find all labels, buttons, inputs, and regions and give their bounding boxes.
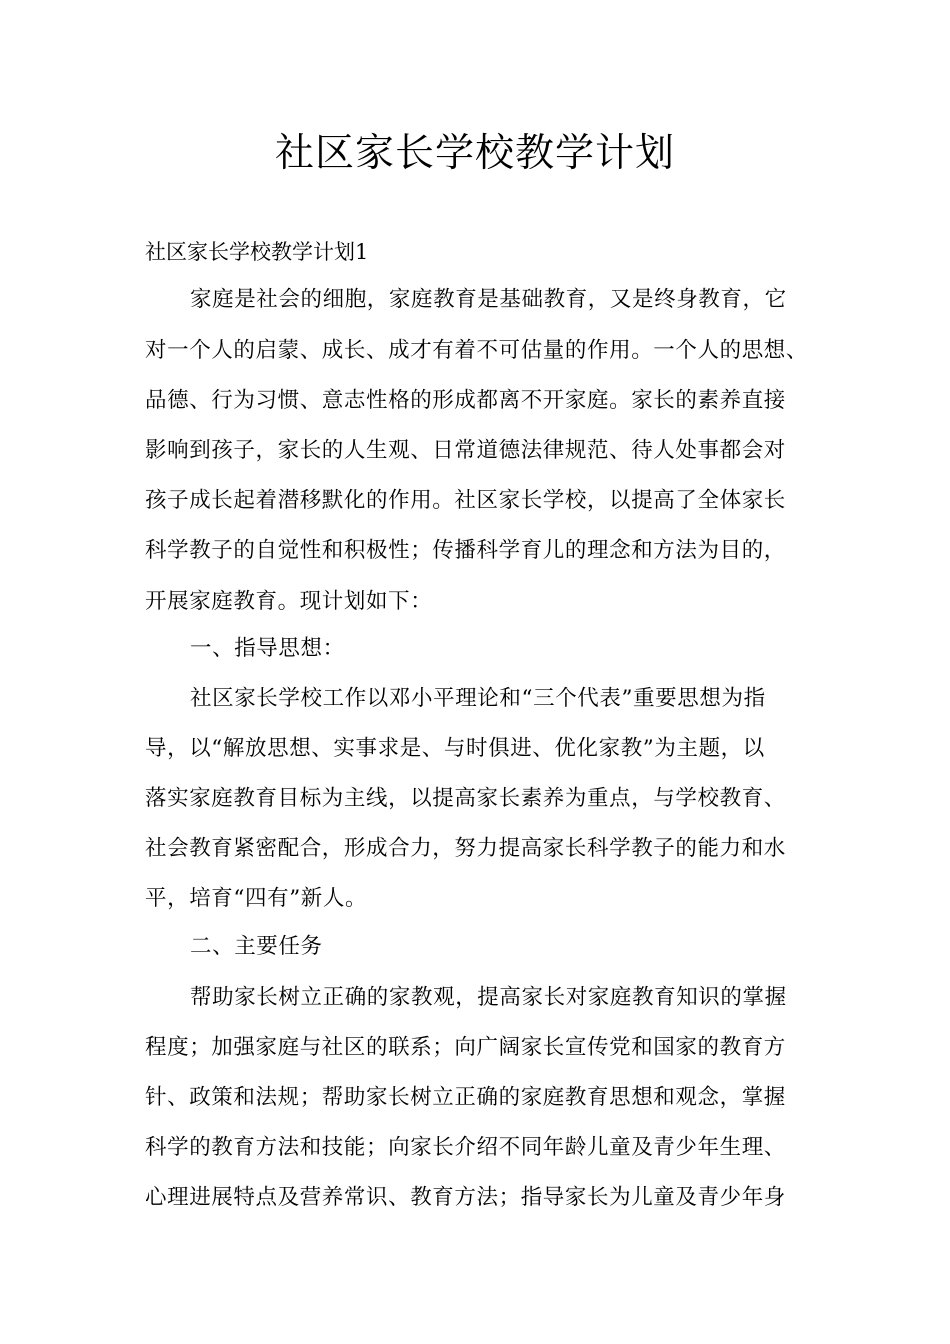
paragraph-line: 落实家庭教育目标为主线，以提高家长素养为重点，与学校教育、 (145, 786, 786, 811)
section-heading: 二、主要任务 (190, 934, 323, 959)
paragraph-line: 帮助家长树立正确的家教观，提高家长对家庭教育知识的掌握 (190, 985, 787, 1010)
paragraph-line: 孩子成长起着潜移默化的作用。社区家长学校，以提高了全体家长 (145, 488, 786, 513)
paragraph-line: 平，培育“四有”新人。 (145, 886, 368, 911)
paragraph-line: 心理进展特点及营养常识、教育方法；指导家长为儿童及青少年身 (145, 1185, 786, 1210)
paragraph-line: 社区家长学校工作以邓小平理论和“三个代表”重要思想为指 (190, 686, 766, 711)
paragraph-line: 对一个人的启蒙、成长、成才有着不可估量的作用。一个人的思想、 (145, 338, 809, 363)
section-heading: 一、指导思想： (190, 636, 345, 661)
paragraph-line: 社会教育紧密配合，形成合力，努力提高家长科学教子的能力和水 (145, 836, 786, 861)
paragraph-line: 导，以“解放思想、实事求是、与时俱进、优化家教”为主题，以 (145, 736, 765, 761)
paragraph-line: 家庭是社会的细胞，家庭教育是基础教育，又是终身教育，它 (190, 287, 787, 312)
paragraph-line: 科学教子的自觉性和积极性；传播科学育儿的理念和方法为目的， (145, 538, 786, 563)
paragraph-line: 程度；加强家庭与社区的联系；向广阔家长宣传党和国家的教育方 (145, 1035, 786, 1060)
document-title: 社区家长学校教学计划 (274, 131, 675, 176)
paragraph-line: 开展家庭教育。现计划如下： (145, 589, 433, 614)
paragraph-line: 针、政策和法规；帮助家长树立正确的家庭教育思想和观念，掌握 (145, 1085, 786, 1110)
paragraph-line: 影响到孩子，家长的人生观、日常道德法律规范、待人处事都会对 (145, 438, 786, 463)
paragraph-line: 品德、行为习惯、意志性格的形成都离不开家庭。家长的素养直接 (145, 388, 786, 413)
paragraph-line: 科学的教育方法和技能；向家长介绍不同年龄儿童及青少年生理、 (145, 1135, 786, 1160)
section-heading: 社区家长学校教学计划1 (145, 240, 369, 264)
